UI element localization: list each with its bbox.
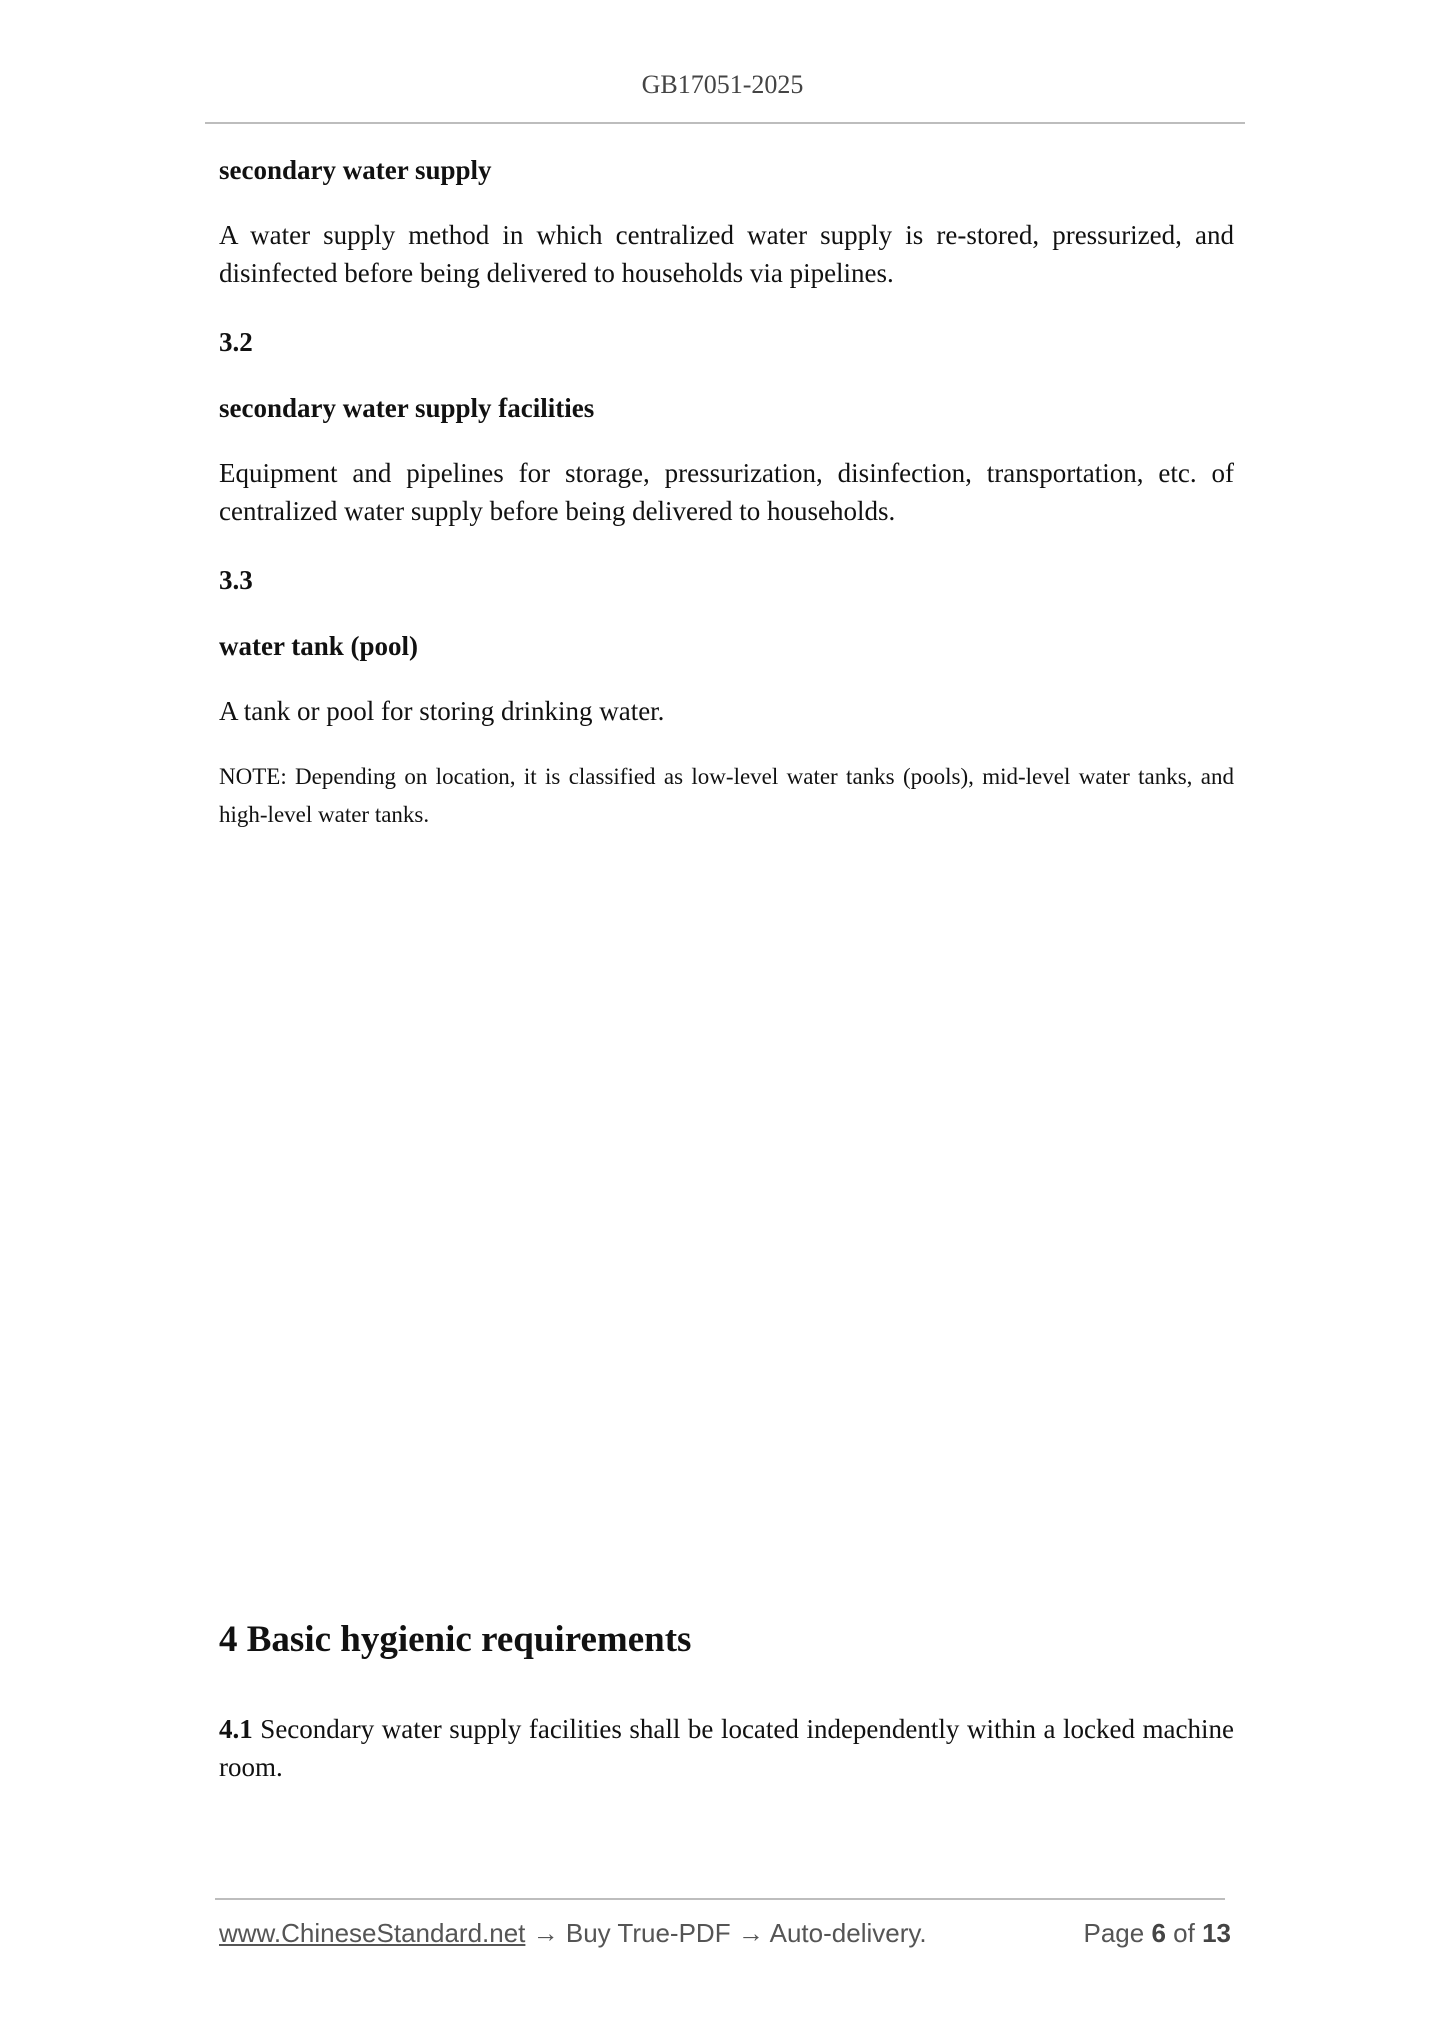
header-divider [205,122,1245,124]
term-title: secondary water supply facilities [219,393,595,423]
arrow-right-icon: → [532,1918,559,1948]
footer-divider [215,1898,1225,1900]
arrow-right-icon: → [737,1918,764,1948]
term-number: 3.2 [219,327,253,357]
page-label: Page [1083,1918,1145,1948]
buy-pdf-text: Buy True-PDF [565,1918,731,1948]
document-code-header: GB17051-2025 [641,70,804,99]
terms-section [219,150,1234,834]
clause-paragraph [219,1710,1234,1786]
section-heading: 4 Basic hygienic requirements [219,1619,692,1660]
website-link[interactable]: www.ChineseStandard.net [219,1918,526,1948]
term-title: secondary water supply [219,155,492,185]
term-definition: A water supply method in which centralized water supply is re-stored, pressurized, and disinfected before being delivered to households via pipelines. [219,220,1234,288]
term-definition: Equipment and pipelines for storage, pressurization, disinfection, transportation, etc. of centralized water supply before being delivered to households. [219,458,1234,526]
term-note: NOTE: Depending on location, it is classified as low-level water tanks (pools), mid-level water tanks, and high-level water tanks. [219,764,1234,827]
term-title: water tank (pool) [219,631,418,661]
footer-promo [219,1918,927,1949]
page-of-label: of [1173,1918,1195,1948]
page-indicator [1083,1918,1231,1949]
delivery-text: Auto-delivery. [769,1918,927,1948]
clause-number: 4.1 [219,1714,253,1744]
clause-text: Secondary water supply facilities shall be located independently within a locked machine room. [219,1714,1234,1782]
page-current: 6 [1151,1918,1166,1948]
term-number: 3.3 [219,565,253,595]
term-definition: A tank or pool for storing drinking water. [219,696,665,726]
page-total: 13 [1202,1918,1231,1948]
